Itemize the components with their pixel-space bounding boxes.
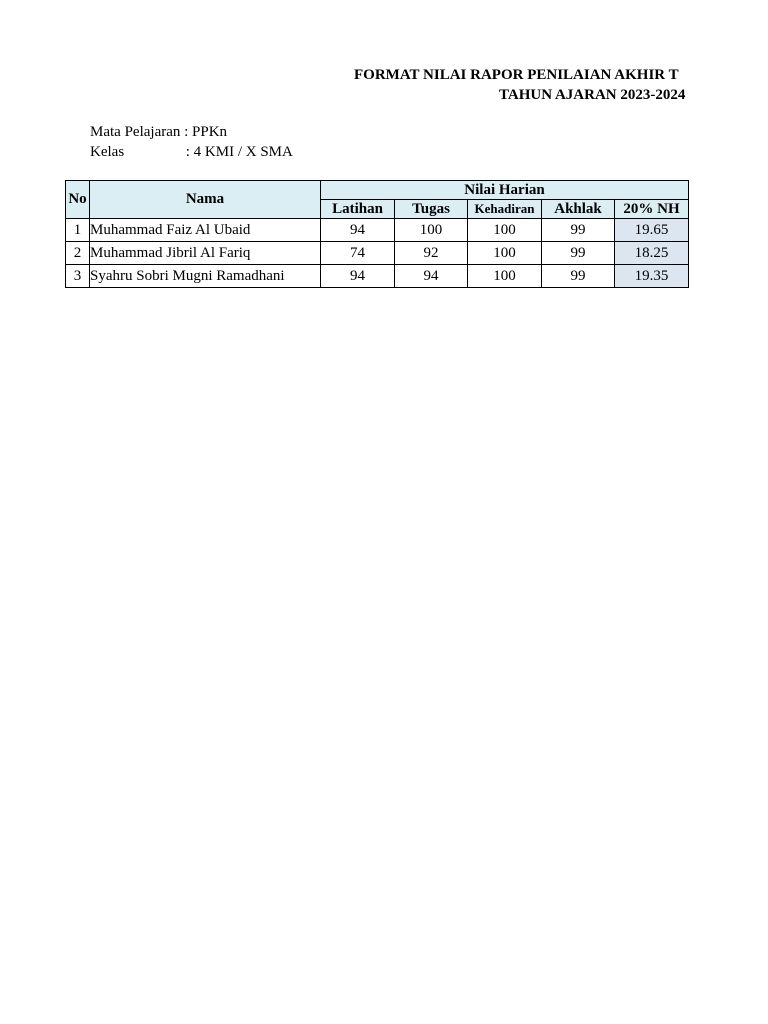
table-row [66,242,689,265]
cell-no: 3 [66,265,90,288]
cell-name: Syahru Sobri Mugni Ramadhani [90,265,321,288]
cell-no: 1 [66,219,90,242]
cell-latihan: 94 [321,219,395,242]
col-header-akhlak: Akhlak [542,200,615,219]
cell-name: Muhammad Faiz Al Ubaid [90,219,321,242]
cell-tugas: 100 [395,219,468,242]
class-value: : 4 KMI / X SMA [185,144,293,160]
class-label: Kelas [90,144,125,160]
title-line-2: TAHUN AJARAN 2023-2024 [499,87,686,103]
subject-info [90,123,227,141]
cell-tugas: 94 [395,265,468,288]
col-header-no: No [66,181,90,219]
col-header-nh: 20% NH [615,200,689,219]
cell-nh: 19.65 [615,219,689,242]
cell-no: 2 [66,242,90,265]
cell-kehadiran: 100 [468,242,542,265]
cell-name: Muhammad Jibril Al Fariq [90,242,321,265]
col-header-tugas: Tugas [395,200,468,219]
table-row [66,219,689,242]
cell-kehadiran: 100 [468,265,542,288]
cell-latihan: 74 [321,242,395,265]
title-line-1: FORMAT NILAI RAPOR PENILAIAN AKHIR T [354,67,679,83]
cell-kehadiran: 100 [468,219,542,242]
cell-tugas: 92 [395,242,468,265]
subject-label: Mata Pelajaran [90,124,181,140]
cell-akhlak: 99 [542,219,615,242]
col-header-name: Nama [90,181,321,219]
document-title [320,66,690,106]
col-header-kehadiran: Kehadiran [468,200,542,219]
cell-latihan: 94 [321,265,395,288]
cell-akhlak: 99 [542,242,615,265]
table-row [66,265,689,288]
cell-nh: 19.35 [615,265,689,288]
cell-nh: 18.25 [615,242,689,265]
subject-value: : PPKn [184,124,228,140]
grades-table [65,180,689,288]
cell-akhlak: 99 [542,265,615,288]
class-info [90,143,293,161]
col-header-latihan: Latihan [321,200,395,219]
col-header-nilai-harian: Nilai Harian [321,181,689,200]
header-row-1 [66,181,689,200]
